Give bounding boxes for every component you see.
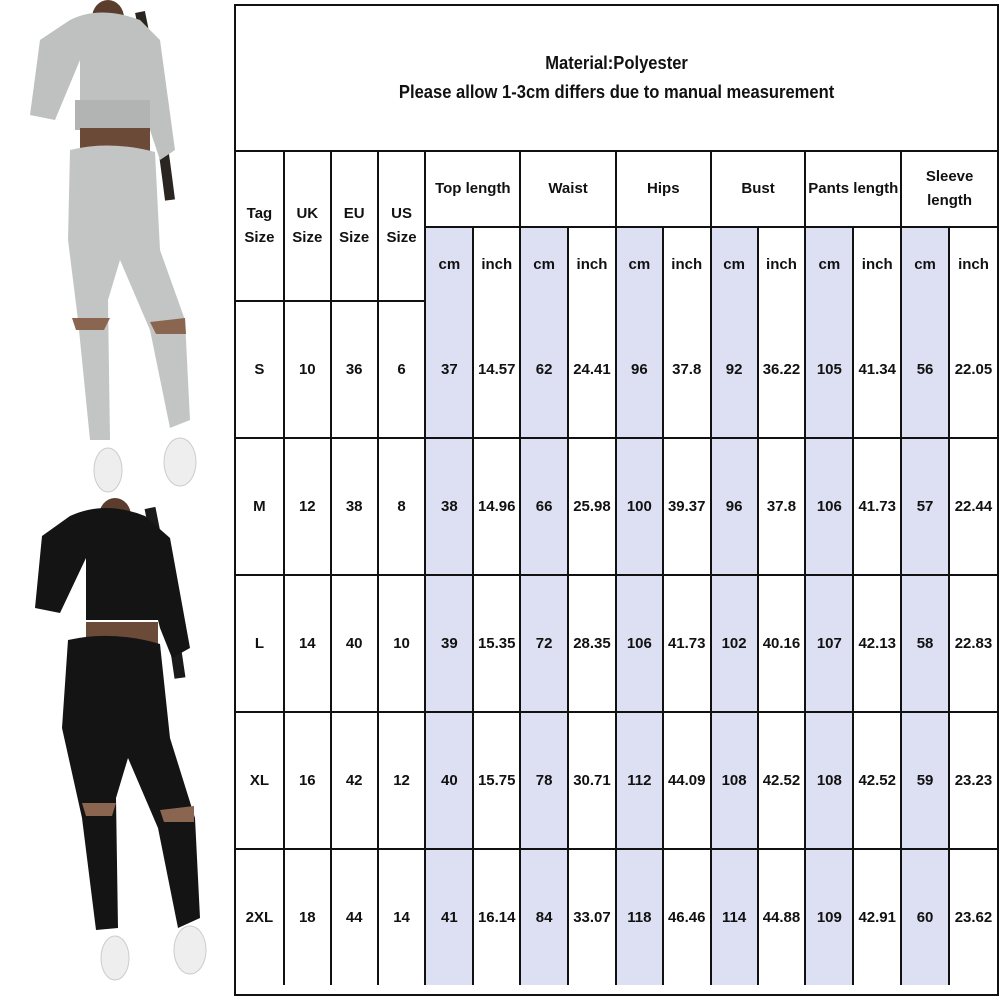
inch-value-cell: 24.41 xyxy=(568,301,616,438)
unit-inch: inch xyxy=(949,227,997,301)
inch-value-cell: 41.73 xyxy=(853,438,901,575)
unit-inch: inch xyxy=(758,227,806,301)
cm-value-cell: 84 xyxy=(520,849,568,985)
cm-value-cell: 96 xyxy=(616,301,663,438)
cm-value-cell: 109 xyxy=(805,849,853,985)
cm-value-cell: 57 xyxy=(901,438,949,575)
inch-value-cell: 41.34 xyxy=(853,301,901,438)
unit-cm: cm xyxy=(711,227,758,301)
eu-size-cell: 42 xyxy=(331,712,378,849)
us-size-cell: 12 xyxy=(378,712,426,849)
size-chart xyxy=(234,4,999,996)
eu-size-cell: 38 xyxy=(331,438,378,575)
inch-value-cell: 15.75 xyxy=(473,712,520,849)
cm-value-cell: 92 xyxy=(711,301,758,438)
table-row xyxy=(236,301,997,438)
inch-value-cell: 15.35 xyxy=(473,575,520,712)
inch-value-cell: 14.96 xyxy=(473,438,520,575)
cm-value-cell: 102 xyxy=(711,575,758,712)
cm-value-cell: 41 xyxy=(425,849,473,985)
unit-cm: cm xyxy=(520,227,568,301)
eu-size-cell: 36 xyxy=(331,301,378,438)
cm-value-cell: 38 xyxy=(425,438,473,575)
chart-header xyxy=(236,6,997,152)
uk-size-cell: 16 xyxy=(284,712,331,849)
us-size-cell: 10 xyxy=(378,575,426,712)
inch-value-cell: 14.57 xyxy=(473,301,520,438)
cm-value-cell: 66 xyxy=(520,438,568,575)
inch-value-cell: 23.23 xyxy=(949,712,997,849)
product-photos xyxy=(0,0,233,1000)
uk-size-cell: 12 xyxy=(284,438,331,575)
inch-value-cell: 25.98 xyxy=(568,438,616,575)
inch-value-cell: 42.52 xyxy=(758,712,806,849)
inch-value-cell: 22.05 xyxy=(949,301,997,438)
col-tag-size: Tag Size xyxy=(236,152,284,301)
inch-value-cell: 16.14 xyxy=(473,849,520,985)
inch-value-cell: 40.16 xyxy=(758,575,806,712)
inch-value-cell: 44.09 xyxy=(663,712,711,849)
us-size-cell: 6 xyxy=(378,301,426,438)
uk-size-cell: 14 xyxy=(284,575,331,712)
cm-value-cell: 105 xyxy=(805,301,853,438)
eu-size-cell: 44 xyxy=(331,849,378,985)
inch-value-cell: 42.52 xyxy=(853,712,901,849)
measurement-note: Please allow 1-3cm differs due to manual measurement xyxy=(398,82,835,102)
tag-size-cell: S xyxy=(236,301,284,438)
inch-value-cell: 36.22 xyxy=(758,301,806,438)
cm-value-cell: 106 xyxy=(805,438,853,575)
cm-value-cell: 114 xyxy=(711,849,758,985)
us-size-cell: 14 xyxy=(378,849,426,985)
tag-size-cell: XL xyxy=(236,712,284,849)
us-size-cell: 8 xyxy=(378,438,426,575)
col-us-size: US Size xyxy=(378,152,426,301)
cm-value-cell: 62 xyxy=(520,301,568,438)
inch-value-cell: 33.07 xyxy=(568,849,616,985)
cm-value-cell: 107 xyxy=(805,575,853,712)
unit-cm: cm xyxy=(901,227,949,301)
cm-value-cell: 40 xyxy=(425,712,473,849)
inch-value-cell: 46.46 xyxy=(663,849,711,985)
inch-value-cell: 23.62 xyxy=(949,849,997,985)
cm-value-cell: 60 xyxy=(901,849,949,985)
inch-value-cell: 39.37 xyxy=(663,438,711,575)
tag-size-cell: L xyxy=(236,575,284,712)
tag-size-cell: M xyxy=(236,438,284,575)
cm-value-cell: 37 xyxy=(425,301,473,438)
inch-value-cell: 22.83 xyxy=(949,575,997,712)
col-top-length: Top length xyxy=(425,152,520,227)
unit-inch: inch xyxy=(568,227,616,301)
table-row xyxy=(236,438,997,575)
col-hips: Hips xyxy=(616,152,711,227)
cm-value-cell: 96 xyxy=(711,438,758,575)
cm-value-cell: 56 xyxy=(901,301,949,438)
inch-value-cell: 42.91 xyxy=(853,849,901,985)
grey-outfit-photo xyxy=(0,0,233,498)
col-bust: Bust xyxy=(711,152,806,227)
table-row xyxy=(236,849,997,985)
black-outfit-photo xyxy=(0,498,233,998)
inch-value-cell: 44.88 xyxy=(758,849,806,985)
table-row xyxy=(236,712,997,849)
col-pants-length: Pants length xyxy=(805,152,901,227)
uk-size-cell: 10 xyxy=(284,301,331,438)
size-table xyxy=(236,152,997,985)
inch-value-cell: 37.8 xyxy=(758,438,806,575)
cm-value-cell: 72 xyxy=(520,575,568,712)
cm-value-cell: 106 xyxy=(616,575,663,712)
col-sleeve-length: Sleeve length xyxy=(901,152,997,227)
unit-cm: cm xyxy=(805,227,853,301)
unit-inch: inch xyxy=(473,227,520,301)
col-eu-size: EU Size xyxy=(331,152,378,301)
inch-value-cell: 28.35 xyxy=(568,575,616,712)
cm-value-cell: 59 xyxy=(901,712,949,849)
cm-value-cell: 78 xyxy=(520,712,568,849)
cm-value-cell: 112 xyxy=(616,712,663,849)
col-waist: Waist xyxy=(520,152,616,227)
table-row xyxy=(236,575,997,712)
cm-value-cell: 58 xyxy=(901,575,949,712)
cm-value-cell: 118 xyxy=(616,849,663,985)
unit-cm: cm xyxy=(425,227,473,301)
cm-value-cell: 108 xyxy=(805,712,853,849)
cm-value-cell: 39 xyxy=(425,575,473,712)
cm-value-cell: 100 xyxy=(616,438,663,575)
inch-value-cell: 30.71 xyxy=(568,712,616,849)
size-rows xyxy=(236,301,997,985)
inch-value-cell: 41.73 xyxy=(663,575,711,712)
inch-value-cell: 37.8 xyxy=(663,301,711,438)
unit-cm: cm xyxy=(616,227,663,301)
eu-size-cell: 40 xyxy=(331,575,378,712)
inch-value-cell: 42.13 xyxy=(853,575,901,712)
tag-size-cell: 2XL xyxy=(236,849,284,985)
unit-inch: inch xyxy=(853,227,901,301)
cm-value-cell: 108 xyxy=(711,712,758,849)
inch-value-cell: 22.44 xyxy=(949,438,997,575)
uk-size-cell: 18 xyxy=(284,849,331,985)
unit-inch: inch xyxy=(663,227,711,301)
material-text: Material:Polyester xyxy=(545,53,688,73)
col-uk-size: UK Size xyxy=(284,152,331,301)
